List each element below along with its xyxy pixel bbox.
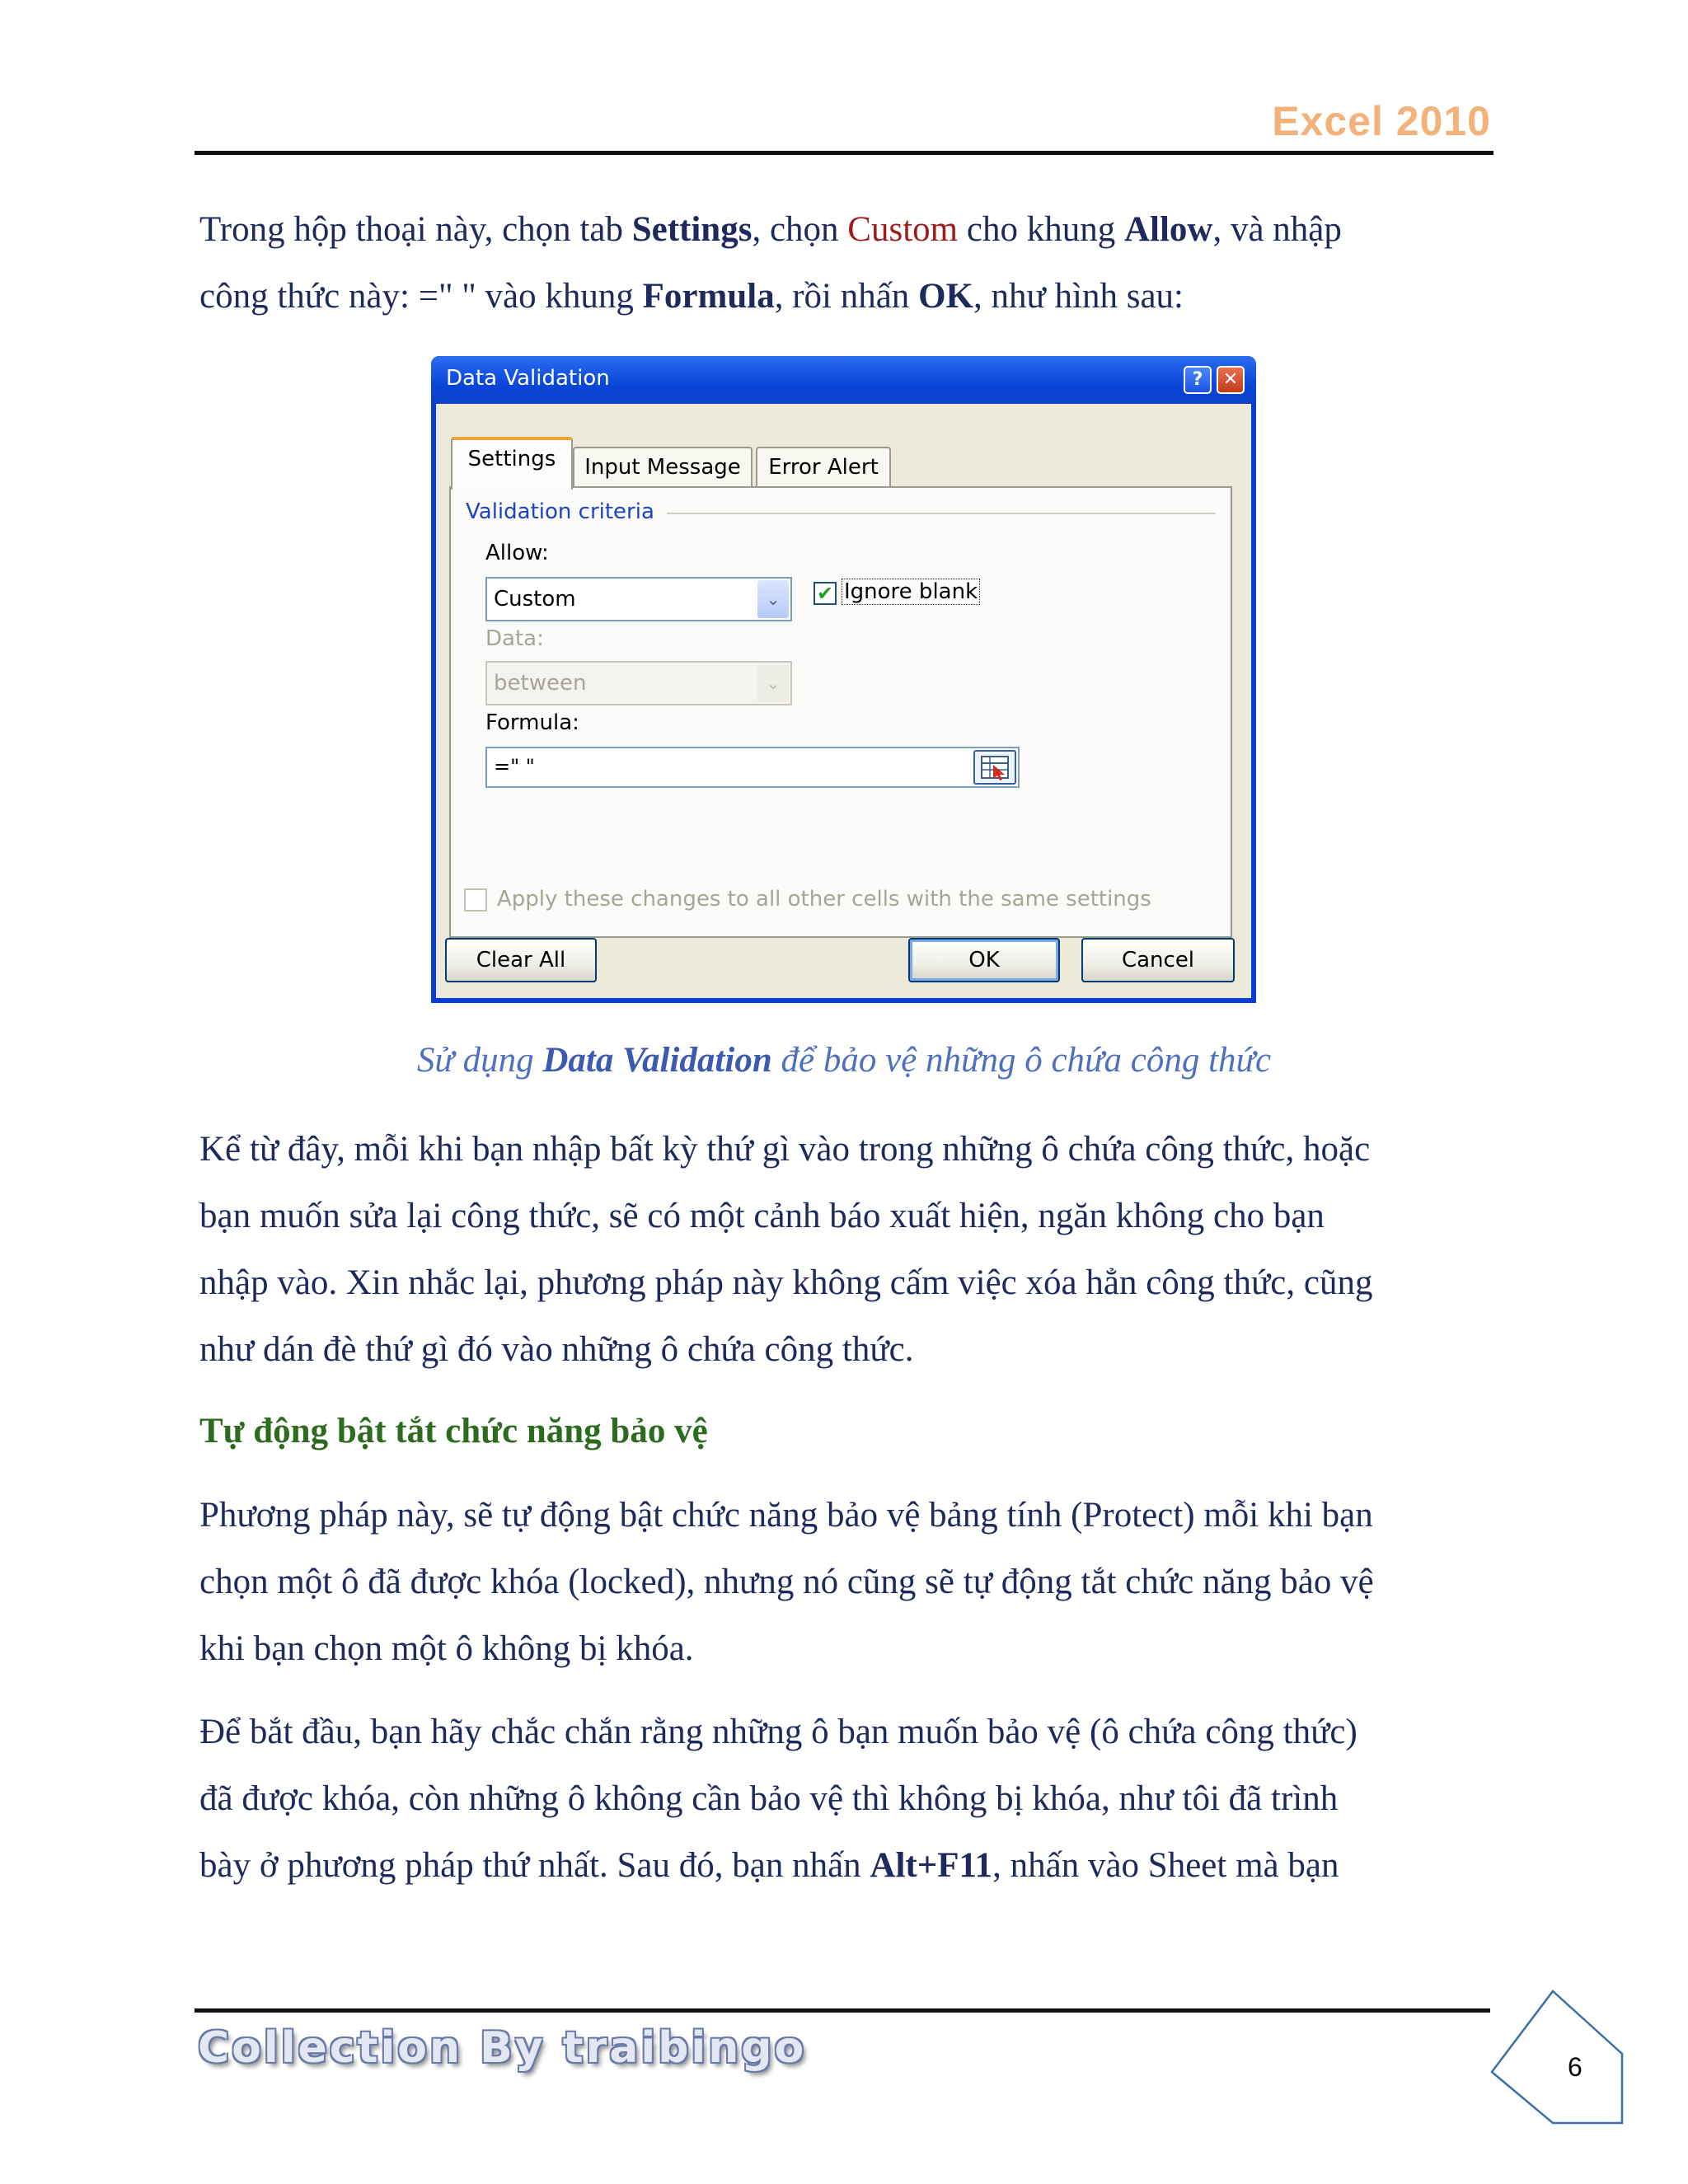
footer-rule — [195, 2008, 1490, 2013]
chevron-down-icon[interactable]: ⌄ — [757, 664, 789, 702]
paragraph-2: Phương pháp này, sẽ tự động bật chức năng bảo vệ bảng tính (Protect) mỗi khi bạn chọn một ô đã được khóa (locked), nhưng nó cũng sẽ tự động tắt chức năng bảo vệ khi bạn chọn một ô không bị khóa. — [199, 1496, 1374, 1668]
ignore-blank-label[interactable]: Ignore blank — [842, 579, 980, 605]
allow-select[interactable] — [485, 577, 792, 621]
data-select[interactable] — [485, 661, 792, 705]
formula-input-value: =" " — [494, 755, 535, 778]
clear-all-button[interactable]: Clear All — [445, 938, 597, 982]
header-rule — [195, 151, 1493, 155]
allow-select-value: Custom — [494, 587, 576, 612]
data-label: Data: — [485, 626, 544, 651]
dialog-title: Data Validation — [446, 366, 610, 391]
paragraph-1: Kể từ đây, mỗi khi bạn nhập bất kỳ thứ gì vào trong những ô chứa công thức, hoặc bạn muốn sửa lại công thức, sẽ có một cảnh báo xuất hiện, ngăn không cho bạn nhập vào. Xin nhắc lại, phương pháp này không cấm việc xóa hẳn công thức, cũng như dán đè thứ gì đó vào những ô chứa công thức. — [199, 1130, 1373, 1369]
tab-input-message[interactable]: Input Message — [573, 447, 753, 488]
cancel-button[interactable]: Cancel — [1081, 938, 1235, 982]
paragraph-3: Để bắt đầu, bạn hãy chắc chắn rằng những ô bạn muốn bảo vệ (ô chứa công thức) đã được khóa, còn những ô không cần bảo vệ thì không bị khóa, như tôi đã trình bày ở phương pháp thứ nhất. Sau đó, bạn nhấn Alt+F11, nhấn vào Sheet mà bạn — [199, 1713, 1357, 1885]
allow-label: Allow: — [485, 541, 549, 565]
intro-paragraph: Trong hộp thoại này, chọn tab Settings, chọn Custom cho khung Allow, và nhập công thức này: =" " vào khung Formula, rồi nhấn OK, như hình sau: — [199, 210, 1342, 316]
close-button[interactable]: ✕ — [1217, 366, 1245, 394]
ok-button[interactable]: OK — [908, 938, 1060, 982]
settings-panel — [449, 486, 1232, 938]
range-select-icon-graphic — [975, 752, 1015, 783]
validation-criteria-label: Validation criteria — [466, 499, 654, 524]
ignore-blank-checkbox[interactable]: ✔ — [814, 582, 837, 605]
chevron-down-icon[interactable]: ⌄ — [757, 580, 789, 618]
formula-label: Formula: — [485, 710, 579, 735]
help-button[interactable]: ? — [1184, 366, 1212, 394]
group-divider — [667, 513, 1216, 514]
section-heading: Tự động bật tắt chức năng bảo vệ — [199, 1412, 708, 1451]
tab-settings[interactable]: Settings — [451, 437, 573, 490]
dialog-body — [436, 404, 1251, 998]
apply-all-label: Apply these changes to all other cells with the same settings — [497, 887, 1151, 912]
apply-all-checkbox[interactable] — [464, 888, 487, 912]
header-title: Excel 2010 — [1272, 98, 1491, 144]
footer-credit: Collection By traibingo — [198, 2023, 807, 2073]
data-validation-dialog — [431, 356, 1256, 1003]
figure-caption: Sử dụng Data Validation để bảo vệ những ô chứa công thức — [416, 1041, 1272, 1080]
range-select-icon[interactable] — [973, 750, 1016, 785]
data-select-value: between — [494, 671, 587, 696]
tab-error-alert[interactable]: Error Alert — [756, 447, 891, 488]
page-number: 6 — [1568, 2052, 1582, 2082]
formula-input[interactable] — [485, 747, 1020, 788]
dialog-titlebar — [431, 356, 1256, 404]
page-number-badge — [1487, 1986, 1629, 2128]
